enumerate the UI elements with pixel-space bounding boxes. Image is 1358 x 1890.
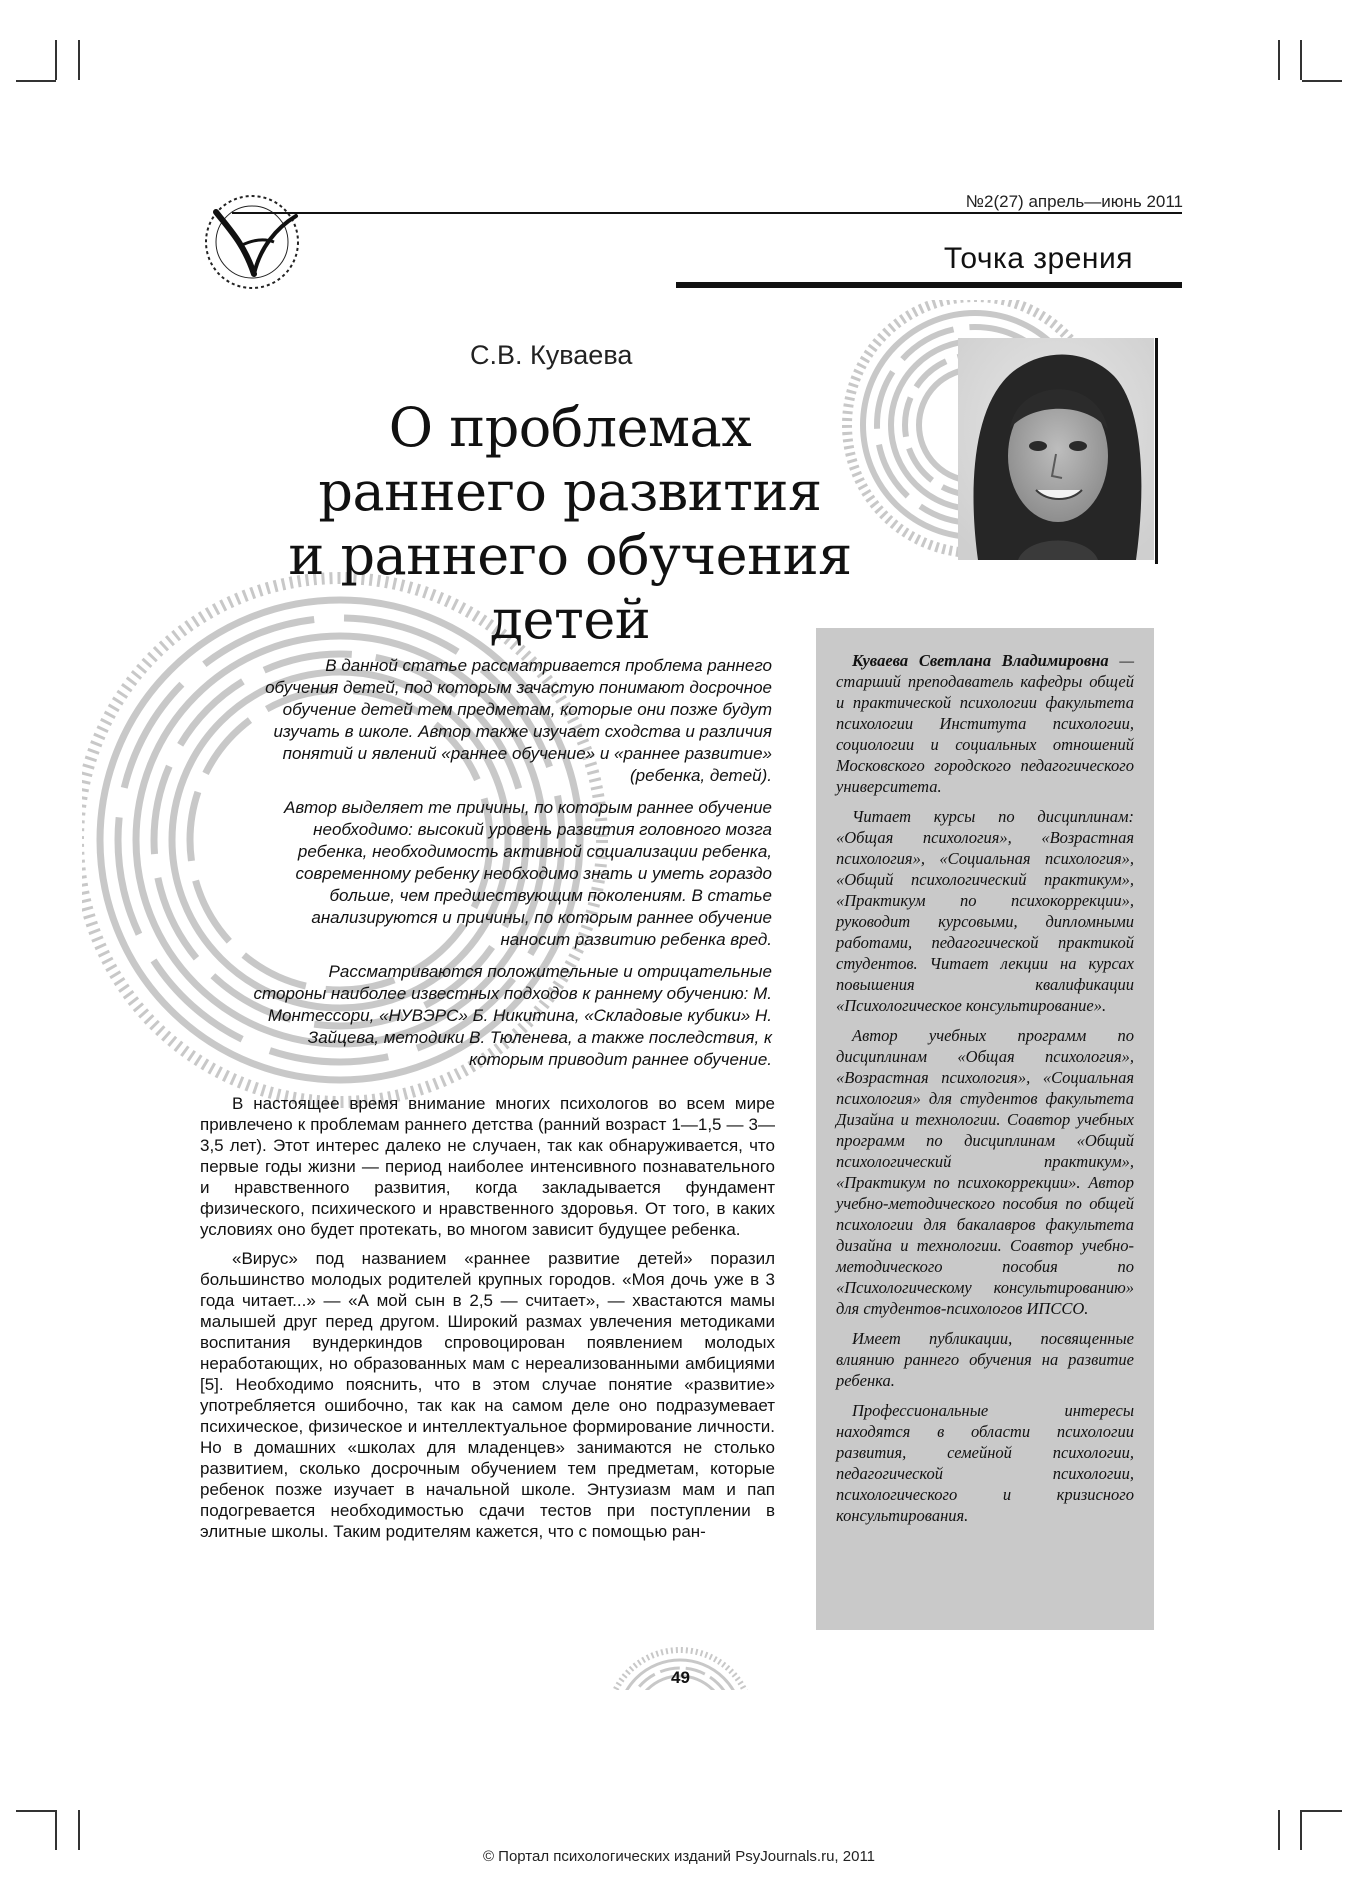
footer-copyright: © Портал психологических изданий PsyJournals.ru, 2011 [482,1848,876,1865]
abstract [240,655,772,1081]
abstract-paragraph: В данной статье рассматривается проблема раннего обучения детей, под которым зачастую понимают досрочное обучение детей тем предметам, которые они позже будут изучать в школе. Автор также изучает сходства и различия понятий и явлений «раннее обучение» и «раннее развитие» (ребенка, детей). [265,656,772,785]
photo-frame [1155,338,1158,564]
section-title: Точка зрения [943,242,1133,275]
article-title [230,396,910,652]
issue-number: №2(27) апрель—июнь 2011 [965,192,1183,211]
article-body [200,1093,775,1550]
bio-paragraph: Читает курсы по дисциплинам: «Общая психология», «Возрастная психология», «Социальная психология», «Общий психологический практикум», «Практикум по психокоррекции», руководит курсовыми, дипломными работами, педагогической практикой студентов. Читает лекции на курсах повышения квалификации «Психологическое консультирование». [836,807,1134,1015]
bio-intro [836,650,1134,797]
bio-paragraph: Имеет публикации, посвященные влиянию раннего обучения на развитие ребенка. [836,1329,1134,1390]
page-number: 49 [671,1668,690,1687]
bio-paragraph: Профессиональные интересы находятся в области психологии развития, семейной психологии, педагогической психологии, психологического и кризисного консультирования. [836,1401,1134,1525]
body-paragraph: «Вирус» под названием «раннее развитие детей» поразил большинство молодых родителей крупных городов. «Моя дочь уже в 3 года читает...» — «А мой сын в 2,5 — считает», — хвастаются мамы малышей друг перед другом. Широкий размах увлечения методиками воспитания вундеркиндов спровоцирован появлением молодых неработающих, но образованных мам с нереализованными амбициями [5]. Необходимо пояснить, что в этом случае понятие «развитие» употребляется ошибочно, так как на самом деле оно подразумевает психическое, физическое и интеллектуальное формирование личности. Но в домашних «школах для младенцев» занимаются не столько развитием, сколько досрочным обучением тем предметам, которые ребенок позже изучает в начальной школе. Энтузиазм мам и пап подогревается необходимостью сдачи тестов при поступлении в элитные школы. Таким родителям кажется, что с помощью ран- [200,1249,775,1541]
abstract-paragraph: Автор выделяет те причины, по которым раннее обучение необходимо: высокий уровень развития головного мозга ребенка, необходимость активной социализации ребенка, современному ребенку необходимо знать и уметь гораздо больше, чем предшествующим поколениям. В статье анализируются и причины, по которым раннее обучение наносит развитию ребенка вред. [284,798,772,949]
title-line: раннего развития [318,460,822,523]
bio-position: — старший преподаватель кафедры общей и практической психологии факультета психологии Института психологии, социологии и социальных отношений Московского городского педагогического университета. [836,651,1134,796]
author-photo [958,338,1154,560]
body-paragraph: В настоящее время внимание многих психологов во всем мире привлечено к проблемам раннего детства (ранний возраст 1—1,5 — 3—3,5 лет). Этот интерес далеко не случаен, так как обнаруживается, что первые годы жизни — период наиболее интенсивного познавательного и нравственного развития, когда закладывается фундамент физического, психического и нравственного здоровья. От того, в каких условиях оно будет протекать, во многом зависит будущее ребенка. [200,1094,775,1239]
bio-paragraph: Автор учебных программ по дисциплинам «Общая психология», «Возрастная психология», «Социальная психология» для студентов факультета Дизайна и технологии. Соавтор учебных программ по дисциплинам «Общий психологический практикум», «Практикум по психокоррекции». Автор учебно-методического пособия по общей психологии для бакалавров факультета дизайна и технологии. Соавтор учебно-методического пособия по «Психологическому консультированию» для студентов-психологов ИПССО. [836,1026,1134,1318]
author-name: С.В. Куваева [470,340,633,370]
abstract-paragraph: Рассматриваются положительные и отрицательные стороны наиболее известных подходов к раннему обучению: М. Монтессори, «НУВЭРС» Б. Никитина, «Складовые кубики» Н. Зайцева, методики В. Тюленева, а также последствия, к которым приводит раннее обучение. [253,962,772,1069]
title-line: и раннего обучения детей [288,524,852,651]
section-rule [676,282,1182,288]
author-portrait-image [958,338,1154,560]
header-rule [232,212,1182,214]
author-bio-sidebar [816,628,1154,1630]
title-line: О проблемах [388,396,752,459]
bio-author-name: Куваева Светлана Владимировна [852,651,1109,670]
journal-logo [200,190,304,294]
